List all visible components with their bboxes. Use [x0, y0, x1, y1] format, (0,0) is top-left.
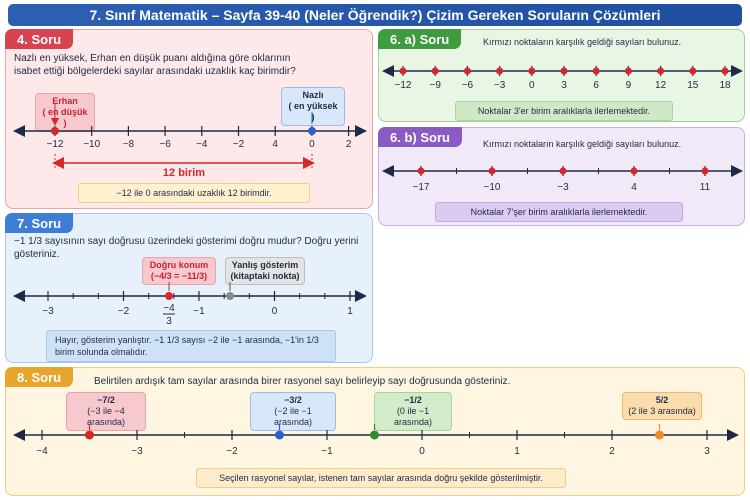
red-point	[528, 68, 535, 75]
tick-label: 0	[309, 139, 315, 150]
tick-label: −3	[42, 306, 54, 317]
question-4-panel	[5, 29, 373, 209]
question-8-tag: 8. Soru	[5, 367, 73, 387]
tick-label: −6	[461, 80, 474, 91]
erhan-point	[51, 127, 59, 135]
tick-label: 12	[655, 80, 667, 91]
tick-label: 0	[419, 446, 425, 457]
fraction-numerator: −4	[163, 303, 175, 314]
rational-point	[275, 431, 284, 440]
question-7-note: Hayır, gösterim yanlıştır. −1 1/3 sayısı −2 ile −1 arasında, −1'in 1/3 birim solunda olmalıdır.	[46, 330, 336, 362]
label-minus-3-2: −3/2 (−2 ile −1 arasında)	[250, 392, 336, 431]
tick-label: −17	[412, 182, 430, 193]
question-6a-note: Noktalar 3'er birim aralıklarla ilerlemektedir.	[455, 101, 673, 121]
question-8-note: Seçilen rasyonel sayılar, istenen tam sayılar arasında doğru şekilde gösterilmiştir.	[196, 468, 566, 488]
tick-label: −3	[557, 182, 569, 193]
red-point	[702, 168, 709, 175]
tick-label: 0	[529, 80, 535, 91]
red-point	[432, 68, 439, 75]
correct-point	[165, 292, 173, 300]
question-6a-text: Kırmızı noktaların karşılık geldiği sayıları bulunuz.	[483, 37, 682, 47]
tick-label: −6	[159, 139, 171, 150]
tick-label: −4	[196, 139, 208, 150]
wrong-position-label: Yanlış gösterim (kitaptaki nokta)	[225, 257, 305, 285]
label-5-2: 5/2 (2 ile 3 arasında)	[622, 392, 702, 420]
question-6a-panel	[378, 29, 745, 122]
nazli-label: Nazlı ( en yüksek )	[281, 87, 345, 126]
tick-label: 3	[704, 446, 710, 457]
question-4-text: Nazlı en yüksek, Erhan en düşük puanı aldığına göre oklarının isabet ettiği bölgelerdeki sayılar arasındaki uzaklık kaç birimdir?	[14, 53, 296, 77]
tick-label: 2	[609, 446, 615, 457]
tick-label: −9	[429, 80, 441, 91]
question-4-tag: 4. Soru	[5, 29, 73, 49]
tick-label: −2	[117, 306, 130, 317]
question-8-text: Belirtilen ardışık tam sayılar arasında birer rasyonel sayı belirleyip sayı doğrusunda gösteriniz.	[94, 376, 511, 387]
question-7-panel	[5, 213, 373, 363]
distance-label: 12 birim	[162, 167, 206, 179]
tick-label: −8	[122, 139, 135, 150]
red-point	[722, 68, 729, 75]
tick-label: −3	[131, 446, 143, 457]
tick-label: 4	[631, 182, 637, 193]
label-minus-1-2: −1/2 (0 ile −1 arasında)	[374, 392, 452, 431]
question-6a-tag: 6. a) Soru	[378, 29, 461, 49]
tick-label: 4	[272, 139, 278, 150]
tick-label: 6	[593, 80, 599, 91]
tick-label: 18	[719, 80, 731, 91]
tick-label: −12	[46, 139, 64, 150]
page-title: 7. Sınıf Matematik – Sayfa 39-40 (Neler Öğrendik?) Çizim Gereken Soruların Çözümleri	[8, 4, 742, 26]
question-6b-text: Kırmızı noktaların karşılık geldiği sayıları bulunuz.	[483, 139, 682, 149]
tick-label: −4	[36, 446, 48, 457]
tick-label: 0	[271, 306, 278, 317]
question-4-note: −12 ile 0 arasındaki uzaklık 12 birimdir.	[78, 183, 310, 203]
tick-label: 1	[347, 306, 353, 317]
red-point	[689, 68, 696, 75]
question-7-text: −1 1/3 sayısının sayı doğrusu üzerindeki gösterimi doğru mudur? Doğru yerini gösteriniz.	[14, 236, 359, 260]
wrong-point	[226, 292, 234, 300]
red-point	[657, 68, 664, 75]
question-7-tag: 7. Soru	[5, 213, 73, 233]
tick-label: 15	[687, 80, 699, 91]
tick-label: −10	[83, 139, 101, 150]
nazli-point	[308, 127, 316, 135]
tick-label: 9	[625, 80, 632, 91]
question-6b-tag: 6. b) Soru	[378, 127, 462, 147]
erhan-label: Erhan ( en düşük )	[35, 93, 95, 132]
red-point	[400, 68, 407, 75]
red-point	[418, 168, 425, 175]
rational-point	[85, 431, 94, 440]
correct-position-label: Doğru konum (−4/3 = −11/3)	[142, 257, 216, 285]
red-point	[631, 168, 638, 175]
tick-label: 2	[345, 139, 352, 150]
tick-label: −2	[232, 139, 245, 150]
rational-point	[370, 431, 379, 440]
tick-label: 1	[514, 446, 520, 457]
question-8-panel	[5, 367, 745, 496]
red-point	[464, 68, 471, 75]
tick-label: 3	[561, 80, 567, 91]
red-point	[561, 68, 568, 75]
question-6b-panel	[378, 127, 745, 226]
red-point	[625, 68, 632, 75]
red-point	[489, 168, 496, 175]
red-point	[560, 168, 567, 175]
tick-label: −10	[483, 182, 501, 193]
fraction-denominator: 3	[166, 316, 172, 327]
red-point	[496, 68, 503, 75]
tick-label: −3	[493, 80, 506, 91]
tick-label: 11	[699, 182, 711, 193]
red-point	[593, 68, 600, 75]
tick-label: −1	[321, 446, 333, 457]
rational-point	[655, 431, 664, 440]
question-6b-note: Noktalar 7'şer birim aralıklarla ilerlemektedir.	[435, 202, 683, 222]
label-minus-7-2: −7/2 (−3 ile −4 arasında)	[66, 392, 146, 431]
tick-label: −1	[193, 306, 205, 317]
tick-label: −12	[394, 80, 412, 91]
tick-label: −2	[226, 446, 238, 457]
